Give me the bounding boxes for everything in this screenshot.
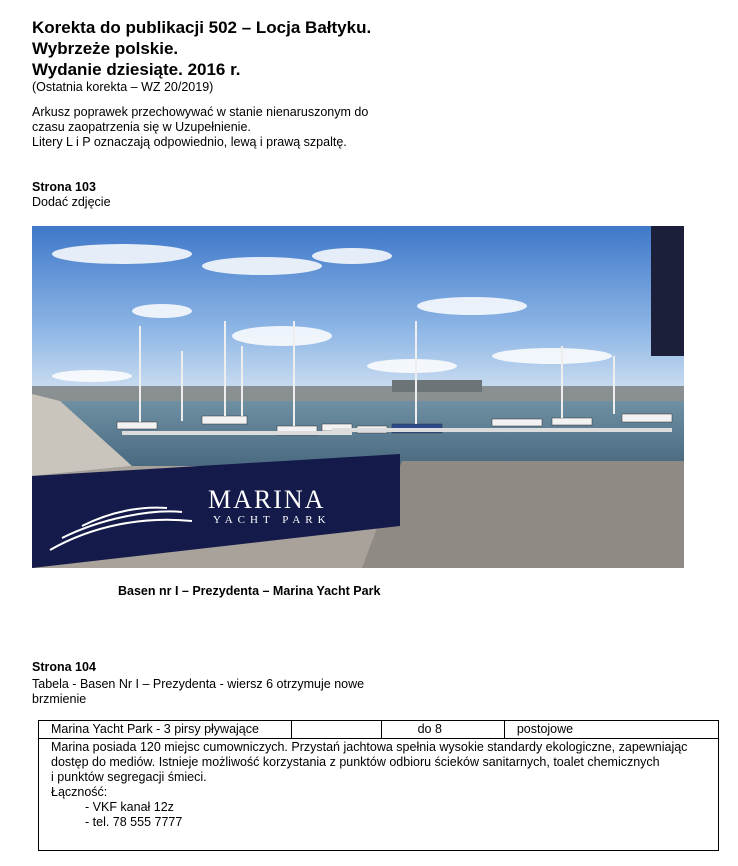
marina-sign-sub: YACHT PARK	[213, 514, 331, 526]
building	[651, 226, 684, 356]
list-item: - VKF kanał 12z	[85, 800, 714, 815]
table-cell-description	[39, 739, 719, 851]
list-item: - tel. 78 555 7777	[85, 815, 714, 830]
section-104-instruction-line1: Tabela - Basen Nr I – Prezydenta - wiersz 6 otrzymuje nowe	[32, 677, 365, 691]
description-line3: i punktów segregacji śmieci.	[51, 770, 207, 784]
harbor-table	[38, 720, 719, 851]
intro-line2: czasu zaopatrzenia się w Uzupełnienie.	[32, 120, 251, 134]
table-cell-type: postojowe	[504, 721, 718, 739]
photo-caption: Basen nr I – Prezydenta – Marina Yacht Park	[118, 584, 381, 598]
description-line2: dostęp do mediów. Istnieje możliwość korzystania z punktów odbioru ścieków sanitarnych, toalet chemicznych	[51, 755, 660, 769]
marina-sign-main: MARINA	[208, 485, 326, 514]
intro-line1: Arkusz poprawek przechowywać w stanie nienaruszonym do	[32, 105, 369, 119]
doc-title-line2: Wybrzeże polskie.	[32, 39, 179, 58]
doc-title-line3: Wydanie dziesiąte. 2016 r.	[32, 60, 241, 79]
section-104-instruction-line2: brzmienie	[32, 692, 87, 706]
description-line1: Marina posiada 120 miejsc cumowniczych. Przystań jachtowa spełnia wysokie standardy ekologiczne, zapewniając	[51, 740, 688, 754]
last-correction-note: (Ostatnia korekta – WZ 20/2019)	[32, 80, 214, 94]
table-cell-name: Marina Yacht Park - 3 pirsy pływające	[39, 721, 292, 739]
communication-label: Łączność:	[51, 785, 108, 799]
table-row	[39, 739, 719, 851]
intro-line3: Litery L i P oznaczają odpowiednio, lewą i prawą szpaltę.	[32, 135, 347, 149]
table-cell-empty	[291, 721, 381, 739]
section-103-instruction: Dodać zdjęcie	[32, 195, 111, 209]
communication-list	[51, 800, 714, 830]
marina-photo	[32, 226, 684, 568]
table-cell-depth: do 8	[381, 721, 504, 739]
section-heading-page-104: Strona 104	[32, 660, 96, 674]
table-row	[39, 721, 719, 739]
doc-title-line1: Korekta do publikacji 502 – Locja Bałtyku.	[32, 18, 372, 37]
section-heading-page-103: Strona 103	[32, 180, 96, 194]
